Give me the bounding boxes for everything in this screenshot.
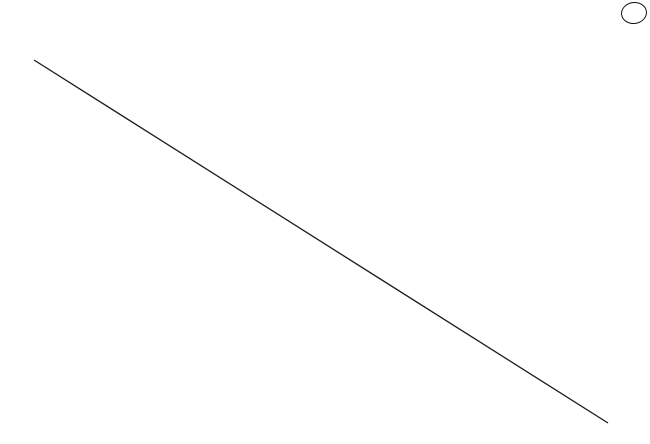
cross-out-line (34, 60, 608, 423)
